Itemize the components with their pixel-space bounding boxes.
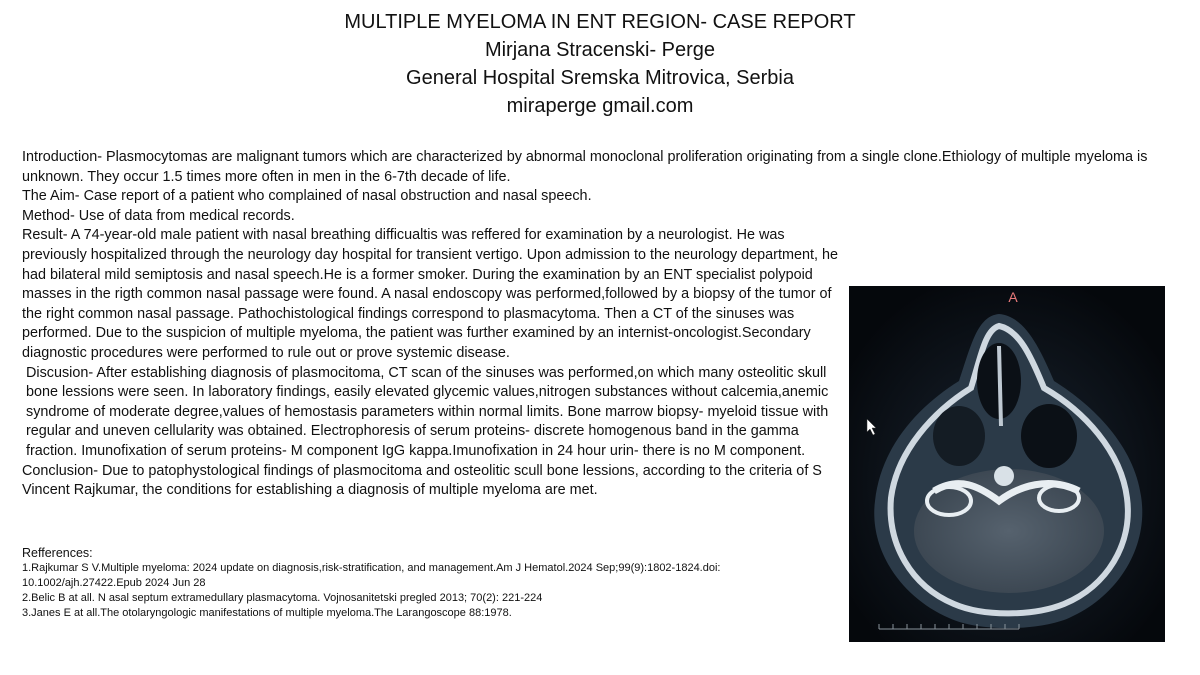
poster-title: MULTIPLE MYELOMA IN ENT REGION- CASE REPORT xyxy=(344,11,856,33)
reference-item: 3.Janes E at all.The otolaryngologic manifestations of multiple myeloma.The Larangoscope 88:1978. xyxy=(22,607,512,619)
introduction-paragraph: Introduction- Plasmocytomas are malignant tumors which are characterized by abnormal monoclonal proliferation originating from a single clone.Ethiology of multiple myeloma is unknown. They occur 1.5 times more often in men in the 6-7th decade of life. xyxy=(22,149,1148,185)
conclusion-paragraph: Conclusion- Due to patophystological findings of plasmocitoma and osteolitic scull bone lessions, according to the criteria of S Vincent Rajkumar, the conditions for establishing a diagnosis of multiple myeloma are met. xyxy=(22,462,822,499)
reference-item: 1.Rajkumar S V.Multiple myeloma: 2024 update on diagnosis,risk-stratification, and management.Am J Hematol.2024 Sep;99(9):1802-1824.doi: 10.1002/ajh.27422.Epub 2024 Jun 28 xyxy=(22,562,721,589)
ct-scan-image xyxy=(849,286,1165,642)
ct-scan-drawing xyxy=(849,286,1165,642)
author-email: miraperge gmail.com xyxy=(506,95,694,117)
method-paragraph: Method- Use of data from medical records. xyxy=(22,207,295,224)
aim-paragraph: The Aim- Case report of a patient who complained of nasal obstruction and nasal speech. xyxy=(22,188,592,205)
institution: General Hospital Sremska Mitrovica, Serbia xyxy=(406,67,794,89)
result-paragraph: Result- A 74-year-old male patient with nasal breathing difficualtis was reffered for examination by a neurologist. He was previously hospitalized through the neurology day hospital for transient vertigo. Upon admission to the neurology department, he had bilateral mild semiptosis and nasal speech.He is a former smoker. During the examination by an ENT specialist polypoid masses in the rigth common nasal passage were found. A nasal endoscopy was performed,followed by a biopsy of the tumor of the right common nasal passage. Pathochistological findings correspond to plasmacytoma. Then a CT of the sinuses was performed. Due to the suspicion of multiple myeloma, the patient was further examined by an internist-oncologist.Secondary diagnostic procedures were performed to rule out or prove systemic disease. xyxy=(22,227,838,361)
references-title: Refferences: xyxy=(22,546,93,560)
discussion-paragraph: Discusion- After establishing diagnosis of plasmocitoma, CT scan of the sinuses was performed,on which many osteolitic skull bone lessions were seen. In laboratory findings, easily elevated glycemic values,nitrogen substances without calcemia,anemic syndrome of moderate degree,values of hemostasis parameters within normal limits. Bone marrow biopsy- myeloid tissue with regular and uneven cellularity was obtained. Electrophoresis of serum proteins- discrete homogenous band in the gamma fraction. Imunofixation of serum proteins- M component IgG kappa.Imunofixation in 24 hour urin- there is no M component. xyxy=(26,364,829,459)
poster-header xyxy=(0,8,1200,120)
author-name: Mirjana Stracenski- Perge xyxy=(484,39,716,61)
reference-item: 2.Belic B at all. N asal septum extramedullary plasmacytoma. Vojnosanitetski pregled 2013; 70(2): 221-224 xyxy=(22,592,543,604)
references-section xyxy=(22,545,822,621)
image-label: A xyxy=(1008,289,1018,305)
